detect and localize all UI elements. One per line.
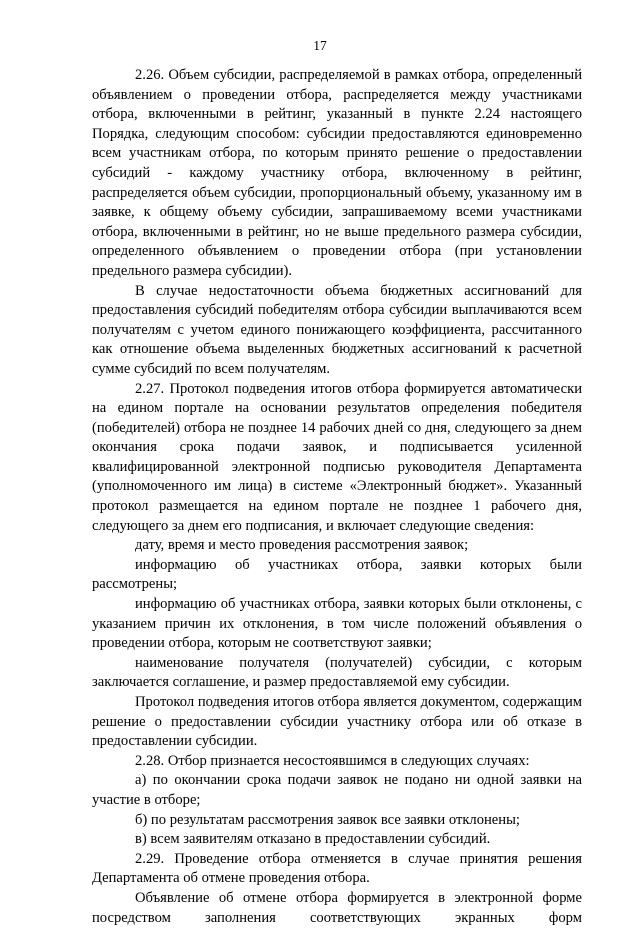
paragraph-2-26: 2.26. Объем субсидии, распределяемой в рамках отбора, определенный объявлением о проведении отбора, распределяется между участниками отбора, включенными в рейтинг, указанный в пункте 2.24 настоящего Порядка, следующим способом: субсидии предоставляются единовременно всем участникам отбора, по которым принято решение о предоставлении субсидий - каждому участнику отбора, включенному в рейтинг, распределяется объем субсидии, пропорциональный объему, указанному им в заявке, к общему объему субсидии, запрашиваемому всеми участниками отбора, включенными в рейтинг, но не выше предельного размера субсидии, определенного объявлением о проведении отбора (при установлении предельного размера субсидии). [92,67,582,279]
paragraph-list-item: информацию об участниках отбора, заявки которых были отклонены, с указанием причин их отклонения, в том числе положений объявления о проведении отбора, которым не соответствуют заявки; [92,596,582,652]
paragraph-2-29: 2.29. Проведение отбора отменяется в случае принятия решения Департамента об отмене проведения отбора. [92,850,582,887]
page-number: 17 [313,38,327,53]
paragraph-case-c: в) всем заявителям отказано в предоставлении субсидий. [135,831,491,848]
paragraph-list-item: информацию об участниках отбора, заявки которых были рассмотрены; [92,556,582,593]
paragraph-budget-shortfall: В случае недостаточности объема бюджетных ассигнований для предоставления субсидий победителям отбора субсидии выплачиваются всем получателям с учетом единого понижающего коэффициента, рассчитанного как отношение объема выделенных бюджетных ассигнований к расчетной сумме субсидий по всем получателям. [92,282,582,377]
paragraph-case-a: а) по окончании срока подачи заявок не подано ни одной заявки на участие в отборе; [92,772,582,808]
paragraph-protocol: Протокол подведения итогов отбора является документом, содержащим решение о предоставлении субсидии участнику отбора или об отказе в предоставлении субсидии. [92,694,582,750]
paragraph-2-27: 2.27. Протокол подведения итогов отбора формируется автоматически на едином портале на основании результатов определения победителя (победителей) отбора не позднее 14 рабочих дней со дня, следующего за днем окончания срока подачи заявок, и подписывается усиленной квалифицированной электронной подписью руководителя Департамента (уполномоченного им лица) в системе «Электронный бюджет». Указанный протокол размещается на едином портале не позднее 1 рабочего дня, следующего за днем его подписания, и включает следующие сведения: [92,380,582,534]
paragraph-case-b: б) по результатам рассмотрения заявок все заявки отклонены; [135,811,520,828]
paragraph-2-28: 2.28. Отбор признается несостоявшимся в следующих случаях: [135,752,530,769]
body-text [92,66,582,928]
paragraph-cancellation: Объявление об отмене отбора формируется в электронной форме посредством заполнения соответствующих экранных форм [92,889,582,926]
paragraph-list-item: дату, время и место проведения рассмотрения заявок; [135,537,469,554]
paragraph-list-item: наименование получателя (получателей) субсидии, с которым заключается соглашение, и размер предоставляемой ему субсидии. [92,654,582,691]
